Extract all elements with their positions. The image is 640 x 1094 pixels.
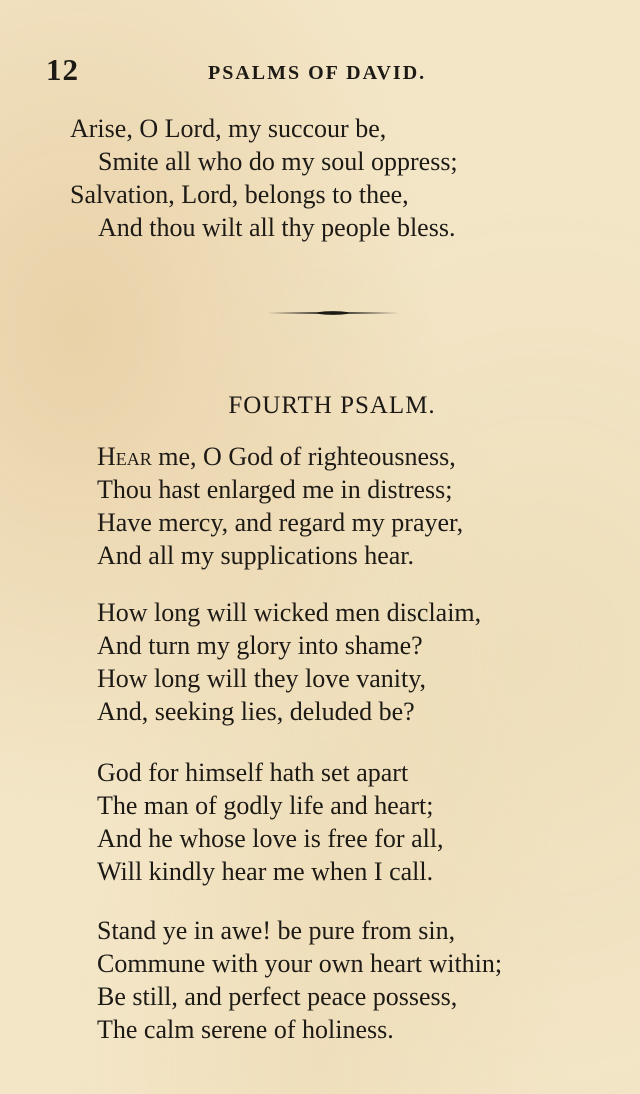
verse-line: Smite all who do my soul oppress; xyxy=(98,147,458,176)
verse-line: And he whose love is free for all, xyxy=(97,824,444,853)
verse-line: God for himself hath set apart xyxy=(97,758,409,787)
verse-line: Thou hast enlarged me in distress; xyxy=(97,475,453,504)
verse-line: The calm serene of holiness. xyxy=(97,1015,394,1044)
verse-line: And thou wilt all thy people bless. xyxy=(98,213,456,242)
verse-line: And turn my glory into shame? xyxy=(97,631,423,660)
verse-line: The man of godly life and heart; xyxy=(97,791,434,820)
previous-psalm-stanza xyxy=(70,112,458,244)
verse-line: Stand ye in awe! be pure from sin, xyxy=(97,916,456,945)
psalm-title: FOURTH PSALM. xyxy=(228,392,436,419)
stanza-1 xyxy=(97,440,463,572)
verse-line: Salvation, Lord, belongs to thee, xyxy=(70,180,409,209)
stanza-2 xyxy=(97,596,481,728)
ornamental-divider xyxy=(267,309,399,317)
verse-line: Have mercy, and regard my prayer, xyxy=(97,508,464,537)
page-number: 12 xyxy=(46,52,79,87)
first-line-rest: me, O God of righteousness, xyxy=(151,442,456,471)
verse-line: Commune with your own heart within; xyxy=(97,949,503,978)
verse-line: Be still, and perfect peace possess, xyxy=(97,982,458,1011)
opening-word: Hear xyxy=(97,442,152,471)
verse-line: Arise, O Lord, my succour be, xyxy=(70,114,387,143)
verse-line-first xyxy=(97,440,463,473)
verse-line: Will kindly hear me when I call. xyxy=(97,857,434,886)
stanza-4 xyxy=(97,914,502,1046)
page-header xyxy=(46,52,476,92)
verse-line: How long will they love vanity, xyxy=(97,664,427,693)
stanza-3 xyxy=(97,756,444,888)
verse-line: And, seeking lies, deluded be? xyxy=(97,697,415,726)
verse-line: How long will wicked men disclaim, xyxy=(97,598,482,627)
running-title: PSALMS OF DAVID. xyxy=(208,62,427,84)
verse-line: And all my supplications hear. xyxy=(97,541,415,570)
